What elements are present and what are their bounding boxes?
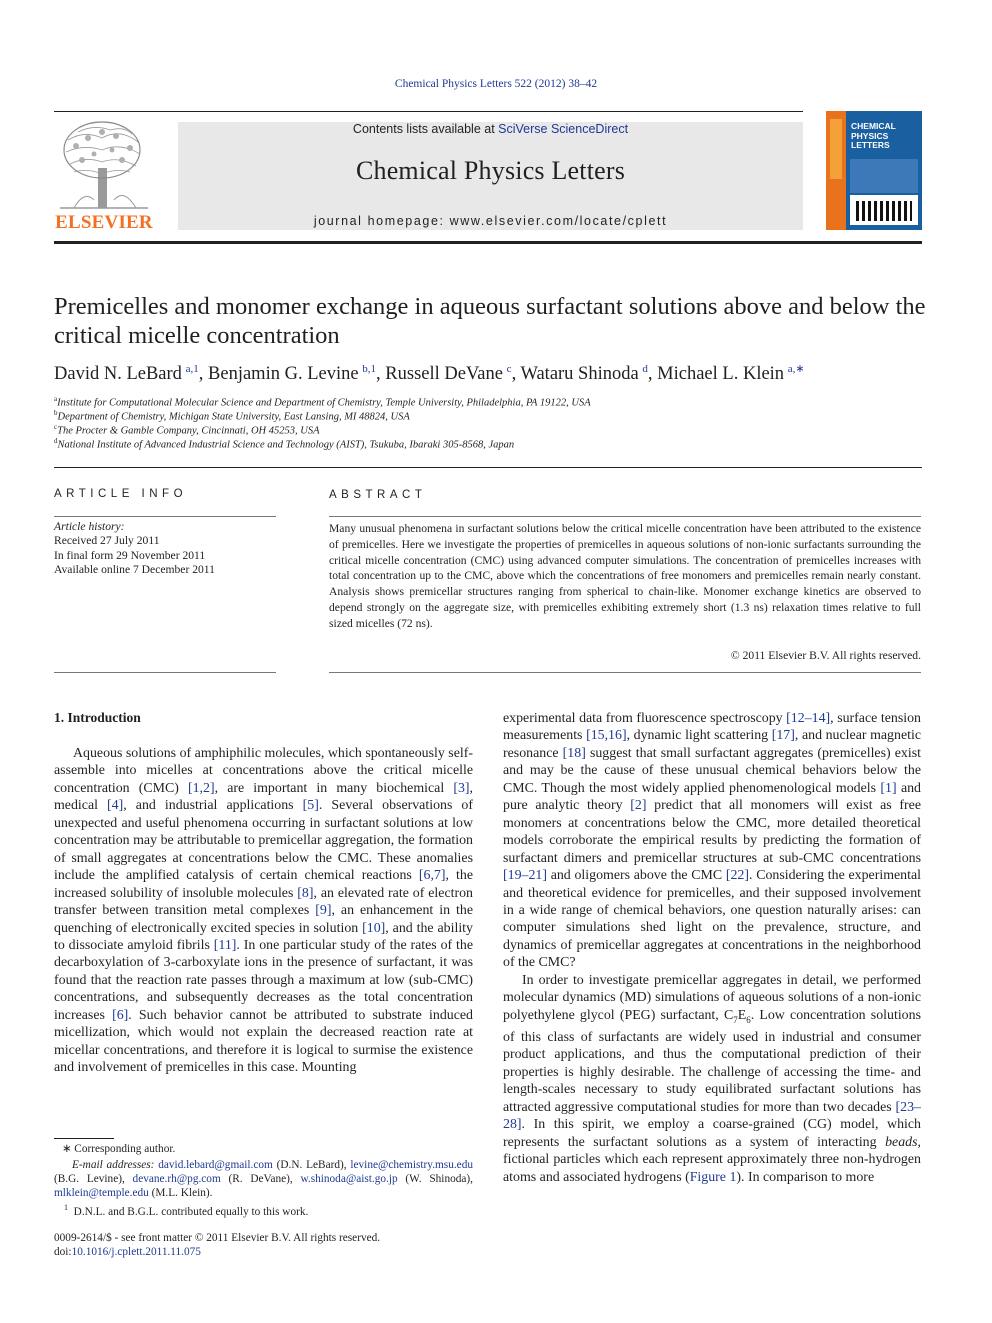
citation-link[interactable]: [6]: [112, 1007, 129, 1023]
paragraph: Aqueous solutions of amphiphilic molecules, which spontaneously self-assemble into micelles at concentrations above the critical micelle concentration (CMC) [1,2], are important in many biochemical [3], medical [4], and industrial applications [5]. Several observations of unexpected and useful phenomena occurring in surfactant solutions at low concentration may be attributable to premicellar aggregation, the formation of small aggregates at concentrations below the CMC. These anomalies include the amplified catalysis of certain chemical reactions [6,7], the increased solubility of insoluble molecules [8], an elevated rate of electron transfer between transition metal complexes [9], an enhancement in the quenching of electronically excited species in solution [10], and the ability to dissociate amyloid fibrils [11]. In one particular study of the rates of the decarboxylation of 3-carboxylate ions in the presence of surfactant, it was found that the reaction rate passes through a maximum at low (sub-CMC) concentrations, and subsequently decreases as the total concentration increases [6]. Such behavior cannot be attributed to substrate induced micellization, which would not explain the decreased reaction rate at micellar concentrations, and therefore it is logical to surmise the existence and involvement of premicelles in this case. Mounting: [54, 746, 474, 1076]
citation-link[interactable]: [8]: [297, 885, 314, 901]
email-footnote: E-mail addresses: david.lebard@gmail.com (D.N. LeBard), levine@chemistry.msu.edu (B.G. Levine), devane.rh@pg.com (R. DeVane), w.shinoda@aist.go.jp (W. Shinoda), mlklein@temple.edu (M.L. Klein).: [54, 1159, 473, 1199]
front-matter-info: [54, 1231, 474, 1259]
paragraph: experimental data from fluorescence spectroscopy [12–14], surface tension measurements [15,16], dynamic light scattering [17], and nuclear magnetic resonance [18] suggest that small surfactant aggregates (premicelles) exist and may be the cause of these unusual chemical behaviors below the CMC. Though the most widely applied phenomenological models [1] and pure analytic theory [2] predict that all monomers will exist as free monomers at concentrations below the CMC, more detailed theoretical models corroborate the empirical results by predicting the formation of surfactant dimers and premicellar structures at sub-CMC concentrations [19–21] and oligomers above the CMC [22]. Considering the experimental and theoretical evidence for premicelles, and their supposed involvement in a wide range of chemical behaviors, one question naturally arises: can computer simulations shed light on the prevalence, structure, and dynamics of premicellar aggregates at concentrations in the neighborhood of the CMC?: [503, 711, 921, 971]
citation-link[interactable]: [15,16]: [586, 728, 627, 744]
author: Russell DeVane: [385, 364, 503, 385]
citation-link[interactable]: [23–28]: [503, 1099, 921, 1133]
journal-reference[interactable]: Chemical Physics Letters 522 (2012) 38–42: [394, 78, 598, 90]
header-bottom-rule: [54, 241, 922, 244]
subscript: 6: [746, 1014, 751, 1025]
citation-link[interactable]: [2]: [630, 798, 647, 814]
citation-link[interactable]: [4]: [107, 798, 124, 814]
article-info-heading: ARTICLE INFO: [54, 488, 188, 500]
corresponding-author-note: ∗ Corresponding author.: [62, 1143, 176, 1155]
citation-link[interactable]: [5]: [302, 798, 319, 814]
citation-link[interactable]: [12–14]: [786, 711, 831, 726]
author: Benjamin G. Levine: [208, 364, 359, 385]
sciencedirect-link[interactable]: SciVerse ScienceDirect: [498, 122, 629, 136]
article-info-rule: [54, 516, 276, 517]
email-link[interactable]: devane.rh@pg.com: [132, 1173, 221, 1185]
citation-link[interactable]: [9]: [315, 903, 332, 919]
author: Michael L. Klein: [657, 364, 785, 385]
header-top-rule: [54, 111, 803, 112]
contents-line: Contents lists available at SciVerse ScienceDirect: [352, 122, 629, 136]
paragraph: In order to investigate premicellar aggregates in detail, we performed molecular dynamics (MD) simulations of aqueous solutions of a non-ionic polyethylene glycol (PEG) surfactant, $C_7E_6$. Low concentration solutions of this class of surfactants are widely used in industrial and consumer product applications, and thus the computational prediction of their properties is highly desirable. The challenge of accessing the time- and length-scales necessary to study equilibrated surfactant solutions has attracted aggressive computational studies for more than two decades [23–28]. In this spirit, we employ a coarse-grained (CG) model, which represents the surfactant solutions as a system of interacting beads, fictional particles which each represent approximately three non-hydrogen atoms and associated hydrogens (Figure 1). In comparison to more: [503, 972, 921, 1185]
email-link[interactable]: w.shinoda@aist.go.jp: [300, 1173, 398, 1185]
article-title: Premicelles and monomer exchange in aqueous surfactant solutions above and below the critical micelle concentration: [54, 293, 926, 349]
email-link[interactable]: david.lebard@gmail.com: [158, 1159, 273, 1171]
emphasis: beads: [885, 1134, 918, 1150]
author-list: David N. LeBard $^{a,1}$, Benjamin G. Levine $^{b,1}$, Russell DeVane $^c$, Wataru Shinoda $^d$, Michael L. Klein $^{a,∗}$: [54, 363, 805, 385]
abstract-copyright: © 2011 Elsevier B.V. All rights reserved.: [730, 649, 921, 662]
citation-link[interactable]: [17]: [771, 728, 795, 744]
abstract-rule: [329, 672, 921, 673]
abstract-text: Many unusual phenomena in surfactant solutions below the critical micelle concentration have been attributed to the existence of premicelles. Here we investigate the properties of premicelles in aqueous solutions of non-ionic surfactants surrounding the critical micelle concentration (CMC) using advanced computer simulations. The concentration of premicelles increases with total concentration up to the CMC, above which the concentrations of free monomers and premicelles remain nearly constant. Analysis shows premicellar structures ranging from spherical to chain-like. Monomer exchange kinetics are observed to depend strongly on the aggregate size, with premicelles exhibiting extremely short (1.3 ns) relaxation times relative to full sized micelles (72 ns).: [329, 522, 921, 630]
abstract-rule: [329, 516, 921, 517]
article-history: Article history: Received 27 July 2011 In final form 29 November 2011 Available online 7 December 2011: [54, 520, 215, 577]
email-link[interactable]: levine@chemistry.msu.edu: [350, 1159, 473, 1171]
equal-contribution-note: $^1$ D.N.L. and B.G.L. contributed equally to this work.: [64, 1203, 309, 1218]
affiliation: $^a$Institute for Computational Molecular Science and Department of Chemistry, Temple University, Philadelphia, PA 19122, USA: [54, 395, 591, 409]
affiliation: $^c$The Procter & Gamble Company, Cincinnati, OH 45253, USA: [54, 423, 320, 437]
affiliation: $^b$Department of Chemistry, Michigan State University, East Lansing, MI 48824, USA: [54, 409, 410, 423]
citation-link[interactable]: [22]: [725, 868, 750, 884]
footnote-rule: [54, 1138, 114, 1139]
publisher-name: ELSEVIER: [55, 212, 153, 233]
journal-homepage[interactable]: journal homepage: www.elsevier.com/locate/cplett: [313, 214, 668, 228]
citation-link[interactable]: [6,7]: [418, 868, 446, 884]
citation-link[interactable]: [11]: [213, 937, 237, 953]
section-heading: 1. Introduction: [54, 710, 141, 725]
article-info-rule: [54, 672, 276, 673]
doi-link[interactable]: 10.1016/j.cplett.2011.11.075: [71, 1246, 201, 1258]
citation-link[interactable]: [19–21]: [503, 868, 547, 884]
cover-title: CHEMICAL PHYSICS LETTERS: [851, 121, 896, 150]
citation-link[interactable]: Figure 1: [689, 1169, 737, 1185]
citation-link[interactable]: [3]: [453, 780, 470, 796]
section-divider: [54, 467, 922, 468]
citation-link[interactable]: [1,2]: [187, 780, 215, 796]
abstract-heading: ABSTRACT: [329, 489, 427, 501]
issn-line: 0009-2614/$ - see front matter © 2011 Elsevier B.V. All rights reserved.: [54, 1232, 381, 1244]
body-column-right: [503, 710, 921, 1186]
citation-link[interactable]: [1]: [880, 780, 897, 796]
journal-title: Chemical Physics Letters: [355, 156, 626, 185]
citation-link[interactable]: [18]: [562, 745, 586, 761]
email-link[interactable]: mlklein@temple.edu: [54, 1187, 149, 1199]
author: Wataru Shinoda: [520, 364, 639, 385]
body-column-left: [54, 745, 473, 1077]
affiliation: $^d$National Institute of Advanced Industrial Science and Technology (AIST), Tsukuba, Ibaraki 305-8568, Japan: [54, 437, 515, 451]
doi-line: doi:10.1016/j.cplett.2011.11.075: [54, 1246, 201, 1258]
citation-link[interactable]: [10]: [362, 920, 386, 936]
subscript: 7: [733, 1014, 738, 1025]
author: David N. LeBard: [54, 364, 182, 385]
